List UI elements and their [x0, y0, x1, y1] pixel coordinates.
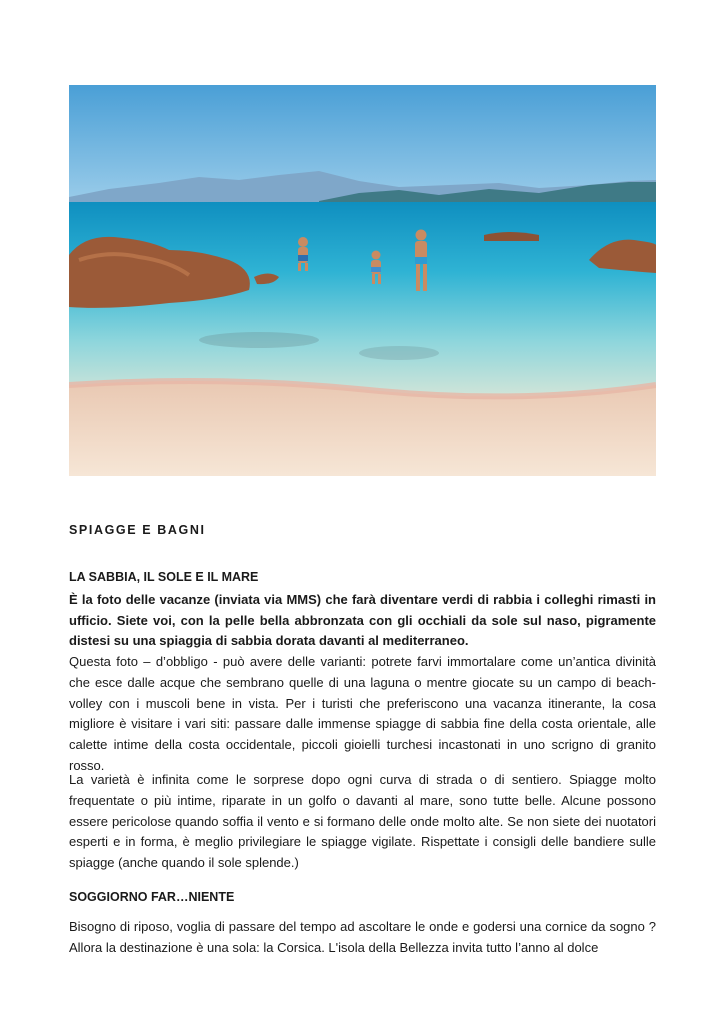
heading-soggiorno: SOGGIORNO FAR…NIENTE [69, 890, 235, 904]
paragraph-variety: La varietà è infinita come le sorprese dopo ogni curva di strada o di sentiero. Spiagge molto frequentate o più intime, riparate in un golfo o davanti al mare, sono tutte belle. Alcune possono essere pericolose quando soffia il vento e si formano delle onde molto alte. Se non siete dei nuotatori esperti e in forma, è meglio privilegiare le spiagge vigilate. Rispettate i consigli delle bandiere sulle spiagge (anche quando il sole splende.) [69, 772, 656, 871]
section-title: SPIAGGE E BAGNI [69, 523, 206, 537]
paragraph-photo-variants: Questa foto – d’obbligo - può avere delle varianti: potrete farvi immortalare come un’antica divinità che esce dalle acque che sembrano quelle di una laguna o mentre giocate su un campo di beach-volley con i muscoli bene in vista. Per i turisti che preferiscono una vacanza itinerante, la cosa migliore è visitare i vari siti: passare dalle immense spiagge di sabbia fine della costa orientale, alle calette intime della costa occidentale, piccoli gioielli turchesi incastonati in uno scrigno di granito rosso. [69, 654, 656, 773]
beach-illustration [69, 85, 656, 476]
beach-photo [69, 85, 656, 476]
paragraph-rest: Bisogno di riposo, voglia di passare del tempo ad ascoltare le onde e godersi una cornice da sogno ? Allora la destinazione è una sola: la Corsica. L'isola della Bellezza invita tutto l’anno al dolce [69, 919, 656, 955]
heading-sand-sun-sea: LA SABBIA, IL SOLE E IL MARE [69, 570, 259, 584]
lead-paragraph: È la foto delle vacanze (inviata via MMS) che farà diventare verdi di rabbia i colleghi rimasti in ufficio. Siete voi, con la pelle bella abbronzata con gli occhiali da sole sul naso, pigramente distesi su una spiaggia di sabbia dorata davanti al mediterraneo. [69, 592, 656, 648]
